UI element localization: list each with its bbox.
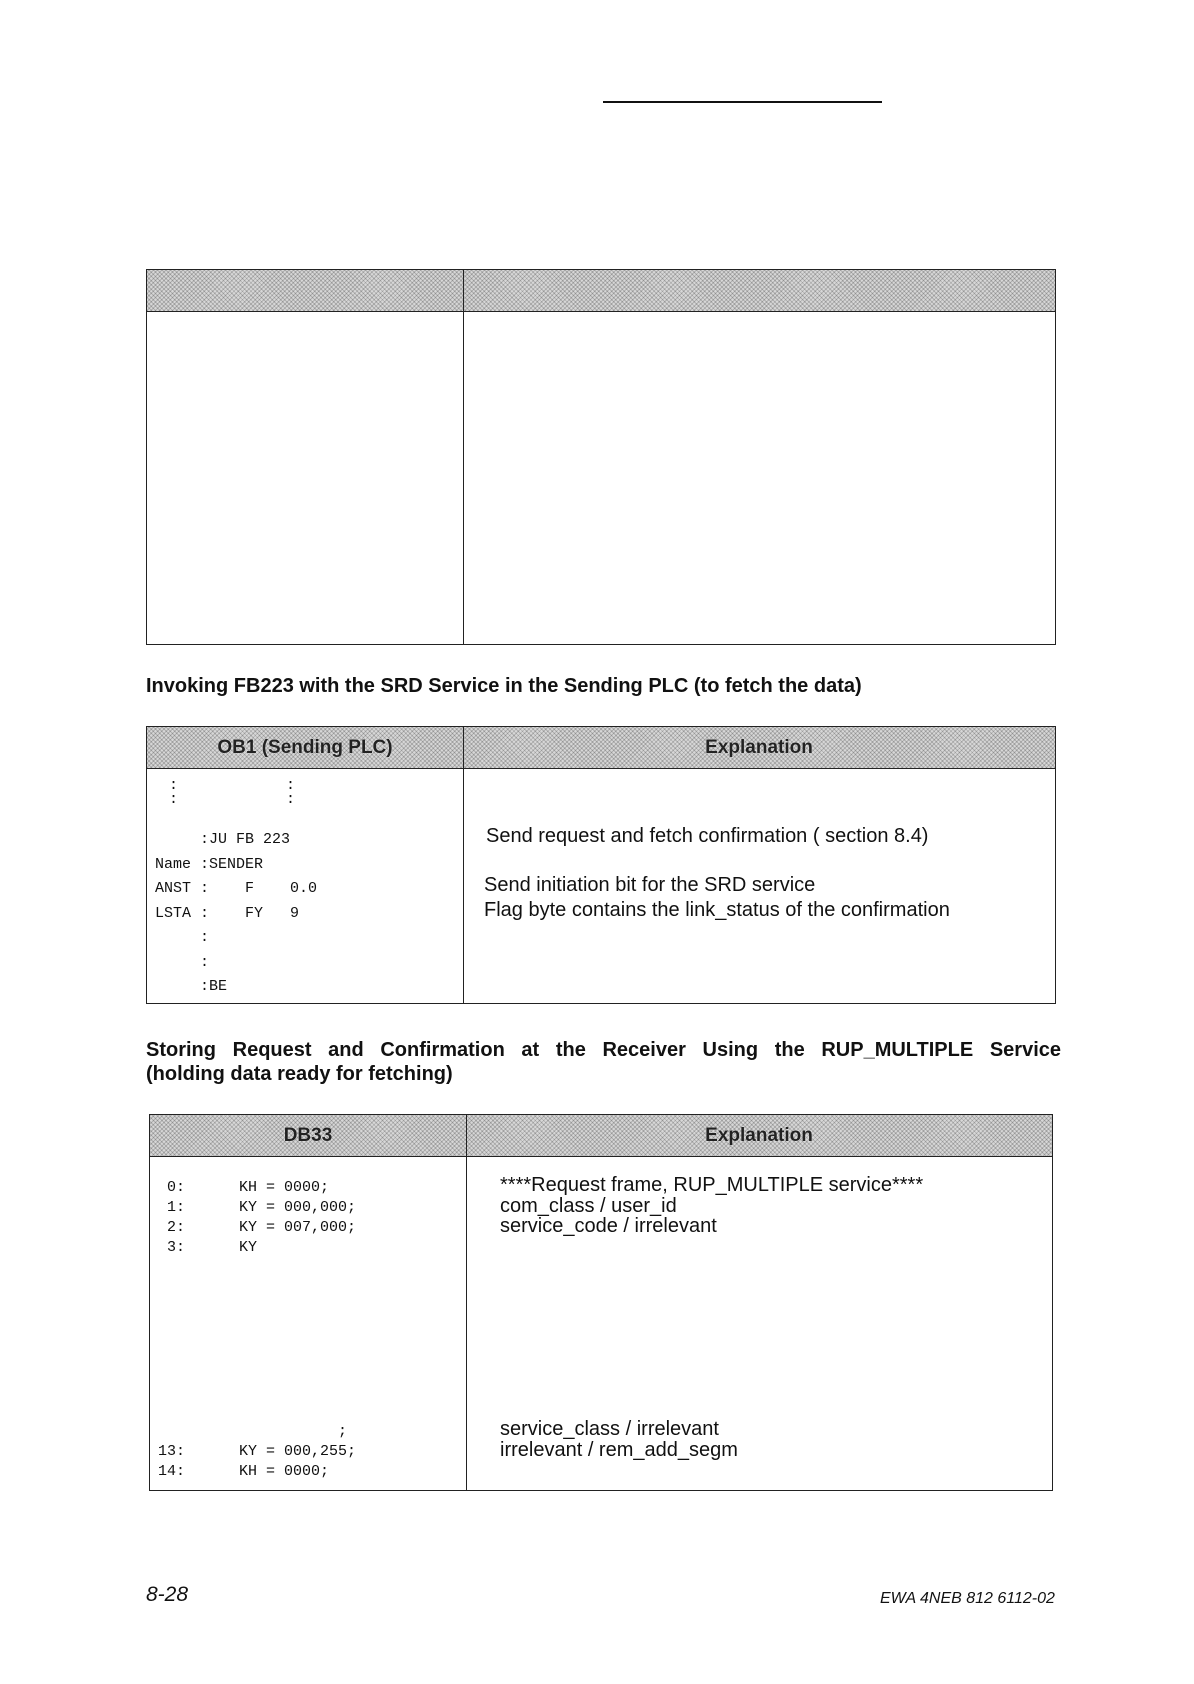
code-line: 1: KY = 000,000;: [158, 1199, 357, 1216]
code-line: Name :SENDER: [155, 855, 264, 873]
explanation-line: com_class / user_id: [500, 1194, 677, 1217]
table-header-explanation: Explanation: [705, 737, 813, 758]
section-heading-srd: Invoking FB223 with the SRD Service in the Sending PLC (to fetch the data): [146, 675, 862, 697]
column-divider: [466, 1115, 467, 1490]
db33-table: [149, 1114, 1053, 1491]
code-line: :: [155, 953, 210, 971]
code-line: LSTA : FY 9: [155, 904, 300, 922]
section-heading-rup: Storing Request and Confirmation at the Receiver Using the RUP_MULTIPLE Service: [146, 1039, 1061, 1061]
code-block-top: [158, 1178, 356, 1258]
explanation-block-top: [500, 1175, 923, 1237]
continuation-marks: [169, 779, 295, 807]
explanation-text: Send request and fetch confirmation ( section 8.4): [486, 825, 929, 847]
colon-line: : :: [169, 791, 296, 808]
code-line: :: [155, 929, 210, 946]
empty-table: [146, 269, 1056, 645]
explanation-line: irrelevant / rem_add_segm: [500, 1438, 738, 1461]
code-line: 14: KH = 0000;: [158, 1463, 330, 1480]
table-header-ob1: OB1 (Sending PLC): [217, 737, 393, 758]
table-header-db33: DB33: [283, 1125, 333, 1146]
table-header-col2: [463, 270, 1055, 311]
section-subheading-rup: (holding data ready for fetching): [146, 1063, 453, 1085]
code-line: 3: KY: [158, 1239, 258, 1256]
top-rule: [603, 101, 882, 103]
code-line: ANST : F 0.0: [155, 880, 318, 897]
explanation-line: service_code / irrelevant: [500, 1215, 717, 1237]
code-line: 2: KY = 007,000;: [158, 1219, 357, 1236]
explanation-block-bottom: [500, 1419, 738, 1460]
explanation-line: service_class / irrelevant: [500, 1418, 719, 1440]
explanation-text: Flag byte contains the link_status of the confirmation: [484, 899, 950, 921]
table-header-col1: [147, 270, 463, 311]
explanation-text: Send initiation bit for the SRD service: [484, 874, 816, 896]
ob1-table: [146, 726, 1056, 1004]
explanation-line: ****Request frame, RUP_MULTIPLE service****: [500, 1174, 924, 1196]
code-block: [155, 828, 317, 1000]
document-id: EWA 4NEB 812 6112-02: [880, 1590, 1055, 1607]
table-header-explanation: Explanation: [705, 1125, 813, 1146]
colon-line: : :: [169, 777, 296, 794]
code-line: 13: KY = 000,255;: [158, 1443, 357, 1460]
code-line: :BE: [155, 978, 228, 995]
code-block-bottom: [158, 1422, 356, 1482]
code-line: 0: KH = 0000;: [158, 1179, 330, 1196]
page-number: 8-28: [146, 1583, 189, 1606]
code-line: ;: [158, 1423, 348, 1440]
column-divider: [463, 270, 464, 644]
code-line: :JU FB 223: [155, 831, 291, 848]
column-divider: [463, 727, 464, 1003]
